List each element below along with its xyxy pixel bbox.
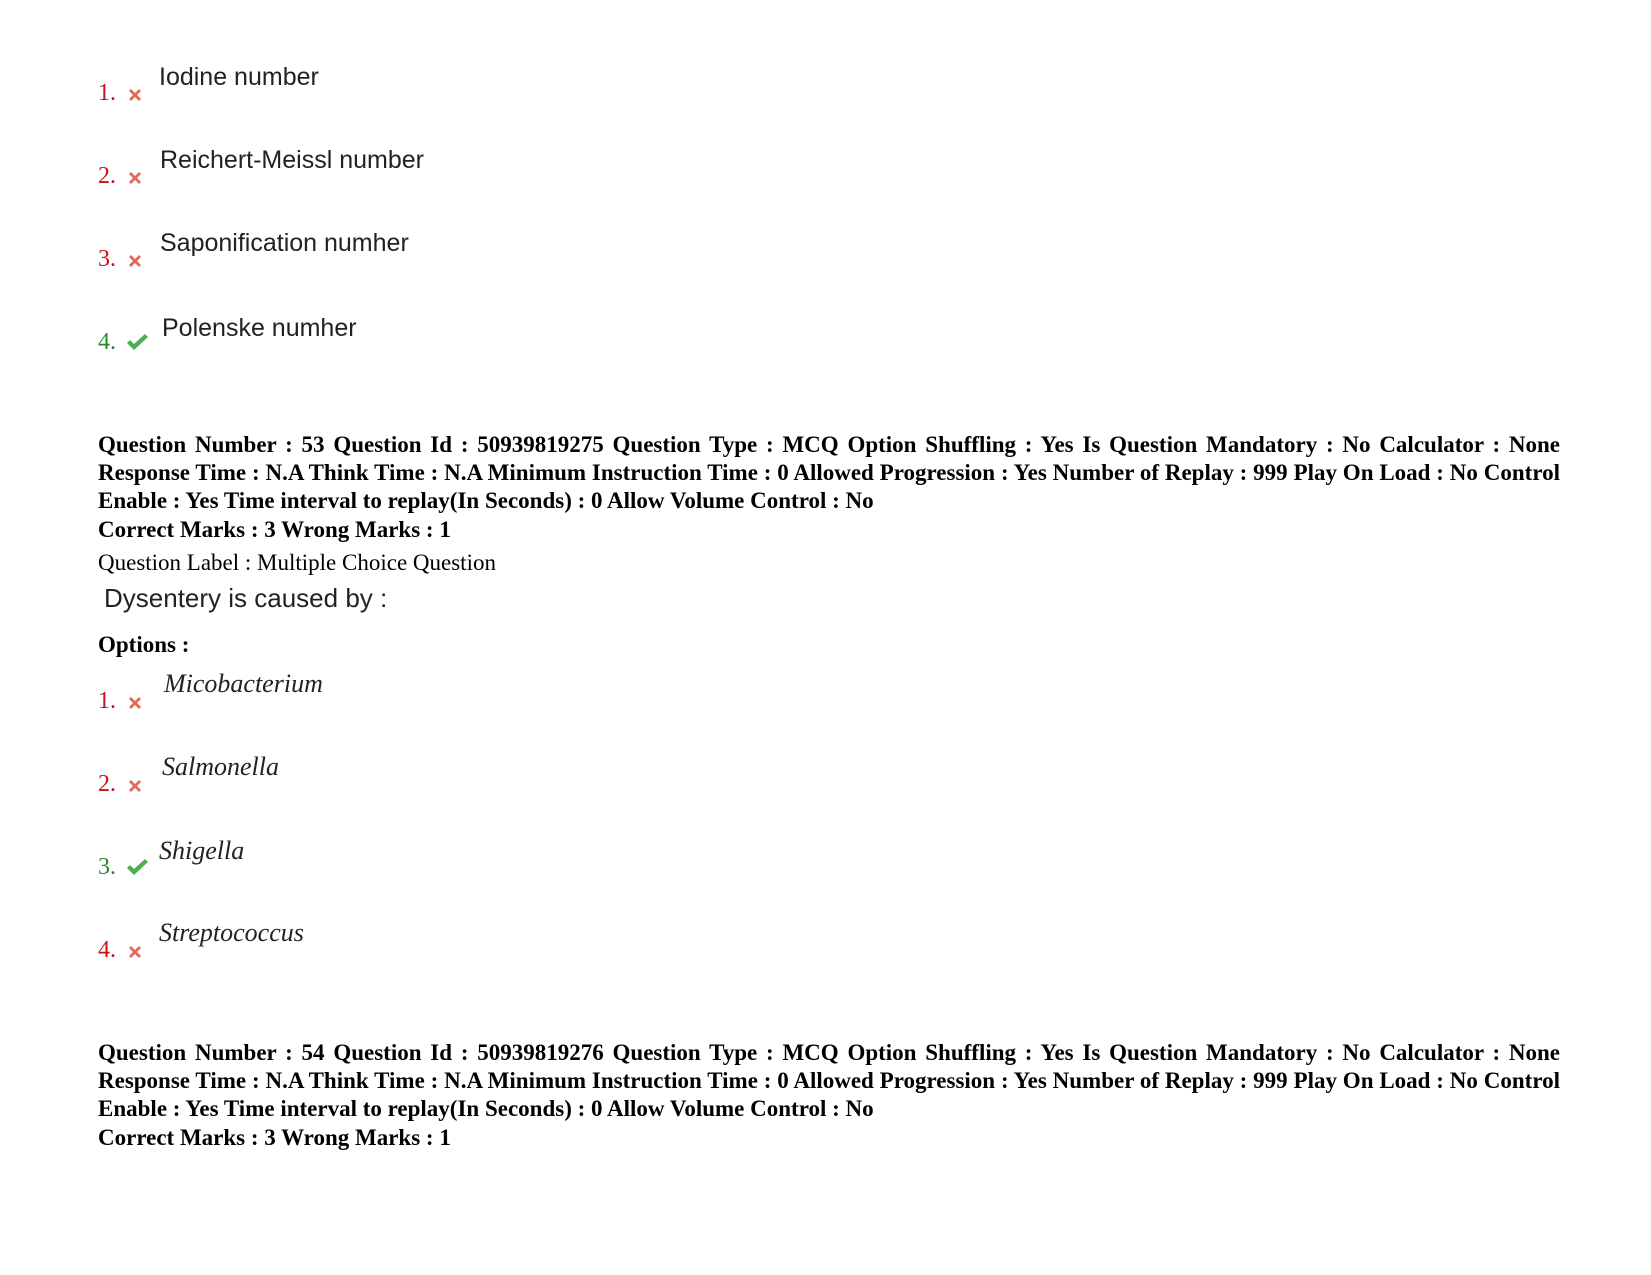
option-number: 3. bbox=[98, 246, 116, 272]
option-text: Streptococcus bbox=[159, 918, 304, 947]
question-53-label: Question Label : Multiple Choice Question bbox=[98, 550, 496, 575]
option-text: Micobacterium bbox=[164, 669, 323, 698]
option-number: 1. bbox=[98, 688, 116, 714]
cross-icon bbox=[125, 85, 145, 105]
option-text: Iodine number bbox=[159, 63, 319, 91]
option-text: Saponification numher bbox=[160, 229, 409, 257]
check-icon bbox=[125, 856, 149, 878]
check-icon bbox=[125, 331, 149, 353]
option-number: 3. bbox=[98, 854, 116, 880]
question-54-marks: Correct Marks : 3 Wrong Marks : 1 bbox=[98, 1125, 451, 1150]
options-heading: Options : bbox=[98, 632, 190, 657]
option-text: Polenske numher bbox=[162, 314, 357, 342]
question-53-text: Dysentery is caused by : bbox=[104, 583, 388, 613]
option-text: Shigella bbox=[159, 836, 245, 865]
cross-icon bbox=[125, 693, 145, 713]
option-number: 4. bbox=[98, 937, 116, 963]
option-text: Reichert-Meissl number bbox=[160, 146, 424, 174]
option-number: 2. bbox=[98, 163, 116, 189]
option-number: 1. bbox=[98, 80, 116, 106]
cross-icon bbox=[125, 942, 145, 962]
cross-icon bbox=[125, 168, 145, 188]
question-54-metadata: Question Number : 54 Question Id : 50939819276 Question Type : MCQ Option Shuffling : Yes Is Question Mandatory : No Calculator : None Response Time : N.A Think Time : N.A Minimum Instruction Time : 0 Allowed Progression : Yes Number of Replay : 999 Play On Load : No Control Enable : Yes Time interval to replay(In Seconds) : 0 Allow Volume Control : No bbox=[98, 1040, 1560, 1121]
option-number: 4. bbox=[98, 329, 116, 355]
question-53-metadata: Question Number : 53 Question Id : 50939819275 Question Type : MCQ Option Shuffling : Yes Is Question Mandatory : No Calculator : None Response Time : N.A Think Time : N.A Minimum Instruction Time : 0 Allowed Progression : Yes Number of Replay : 999 Play On Load : No Control Enable : Yes Time interval to replay(In Seconds) : 0 Allow Volume Control : No bbox=[98, 432, 1560, 513]
question-53-marks: Correct Marks : 3 Wrong Marks : 1 bbox=[98, 517, 451, 542]
cross-icon bbox=[125, 251, 145, 271]
option-number: 2. bbox=[98, 771, 116, 797]
cross-icon bbox=[125, 776, 145, 796]
option-text: Salmonella bbox=[162, 752, 279, 781]
